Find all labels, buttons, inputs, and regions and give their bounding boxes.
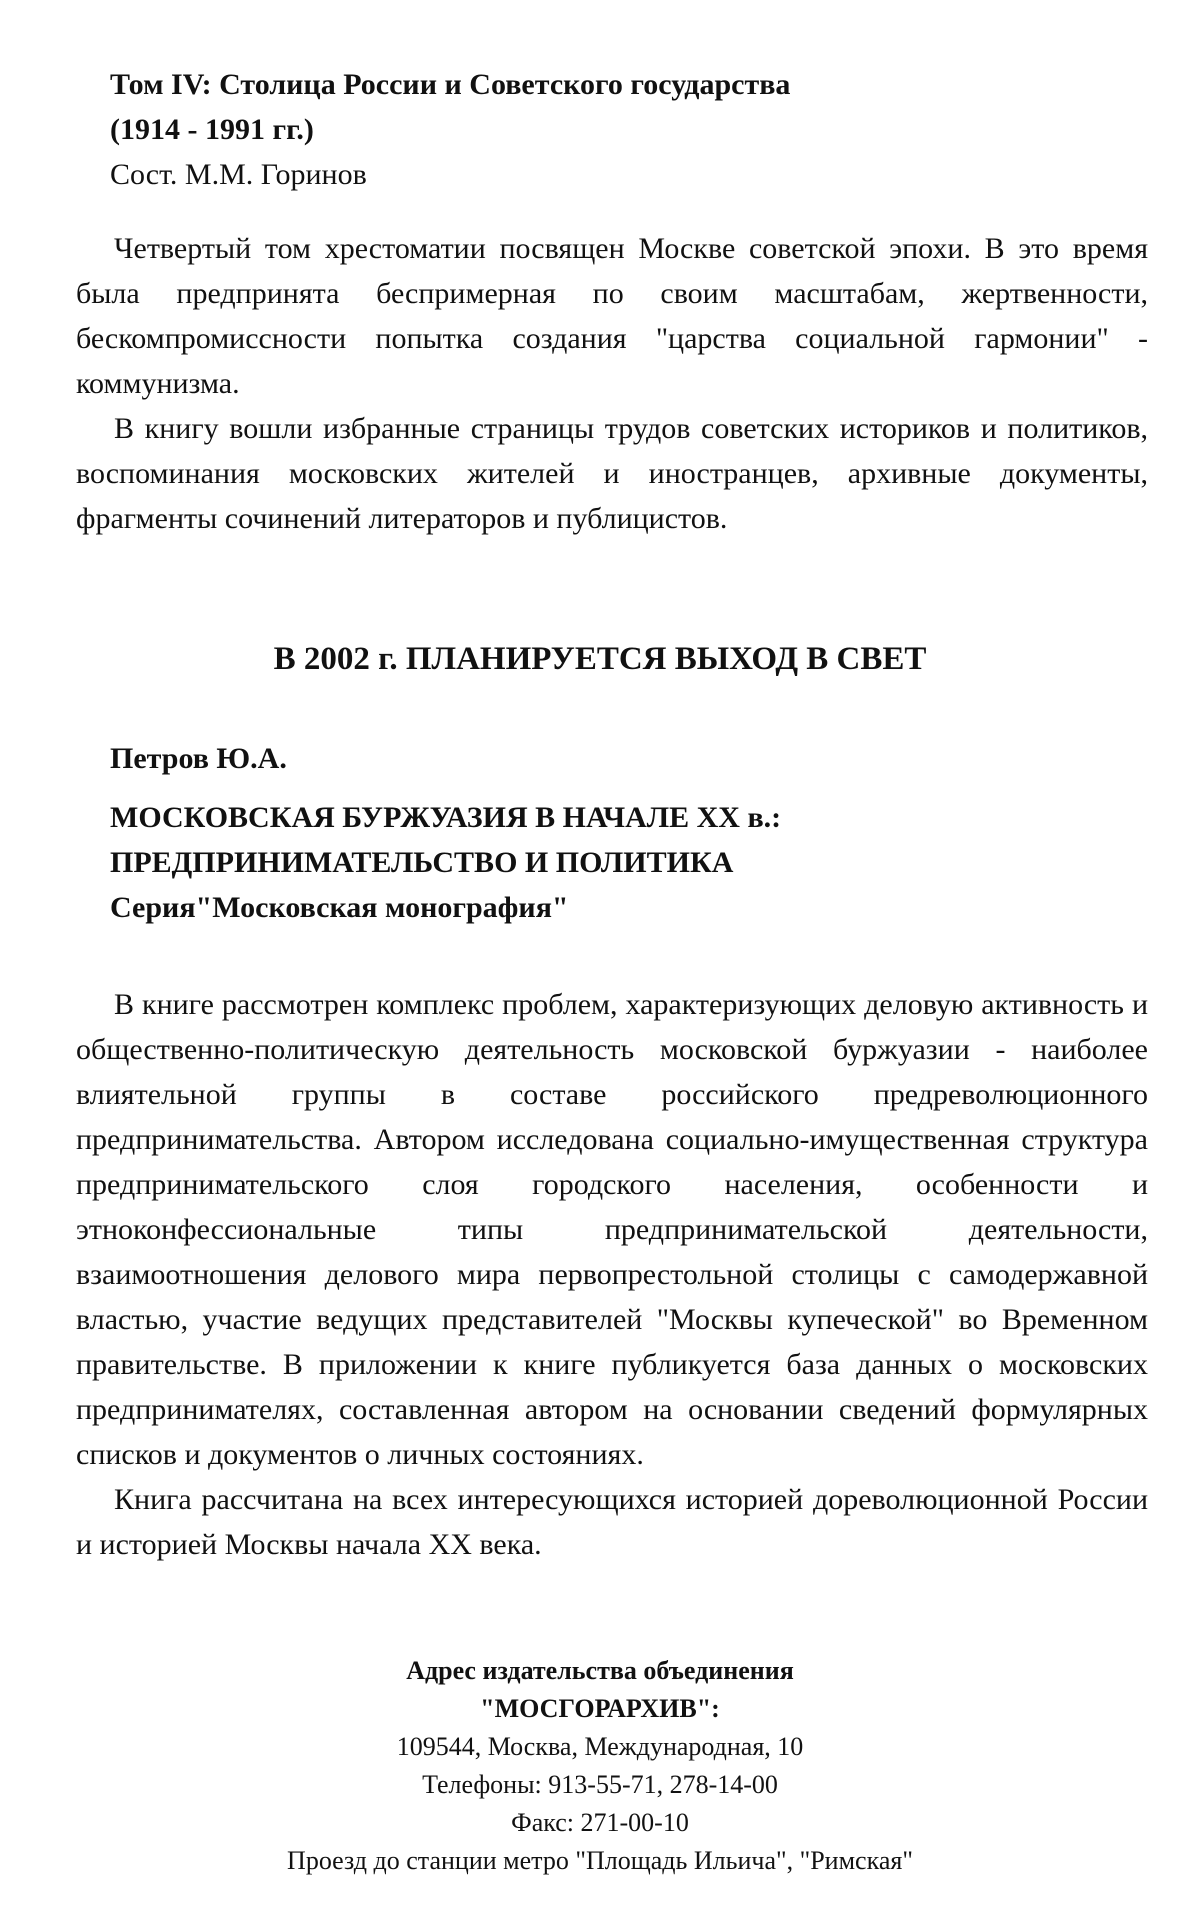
book-author: Петров Ю.А. [110, 742, 287, 775]
book-paragraph-1: В книге рассмотрен комплекс проблем, характеризующих деловую активность и общественно-политическую деятельность московской буржуазии - наиболее влиятельной группы в составе российского предреволюционного предпринимательства. Автором исследована социально-имущественная структура предпринимательского слоя городского населения, особенности и этноконфессиональные типы предпринимательской деятельности, взаимоотношения делового мира первопрестольной столицы с самодержавной властью, участие ведущих представителей "Москвы купеческой" во Временном правительстве. В приложении к книге публикуется база данных о московских предпринимателях, составленная автором на основании сведений формулярных списков и документов о личных состояниях. [76, 988, 1148, 1471]
announcement-heading: В 2002 г. ПЛАНИРУЕТСЯ ВЫХОД В СВЕТ [273, 641, 927, 677]
publisher-directions: Проезд до станции метро "Площадь Ильича", "Римская" [287, 1846, 913, 1875]
book-title-line2: ПРЕДПРИНИМАТЕЛЬСТВО И ПОЛИТИКА [110, 846, 734, 879]
publisher-address [0, 1652, 1200, 1880]
book-series: Серия"Московская монография" [110, 891, 569, 924]
book-paragraph-2: Книга рассчитана на всех интересующихся историей дореволюционной России и историей Москвы начала XX века. [76, 1483, 1148, 1561]
upcoming-book-heading [110, 736, 1150, 930]
publisher-phones: Телефоны: 913-55-71, 278-14-00 [422, 1770, 778, 1799]
volume-paragraph-2: В книгу вошли избранные страницы трудов советских историков и политиков, воспоминания московских жителей и иностранцев, архивные документы, фрагменты сочинений литераторов и публицистов. [76, 412, 1148, 535]
publisher-name: "МОСГОРАРХИВ": [480, 1694, 720, 1723]
volume-title-line1: Том IV: Столица России и Советского государства [110, 68, 791, 101]
publisher-street: 109544, Москва, Международная, 10 [396, 1732, 804, 1761]
address-heading: Адрес издательства объединения [406, 1656, 794, 1685]
volume-paragraph-1: Четвертый том хрестоматии посвящен Москве советской эпохи. В это время была предпринята беспримерная по своим масштабам, жертвенности, бескомпромиссности попытка создания "царства социальной гармонии" - коммунизма. [76, 232, 1148, 400]
volume-heading [110, 62, 1150, 197]
book-description [76, 982, 1148, 1567]
publisher-fax: Факс: 271-00-10 [511, 1808, 689, 1837]
volume-title-line2: (1914 - 1991 гг.) [110, 113, 314, 146]
volume-compiler: Сост. М.М. Горинов [110, 158, 367, 191]
volume-description [76, 226, 1148, 541]
book-title-line1: МОСКОВСКАЯ БУРЖУАЗИЯ В НАЧАЛЕ XX в.: [110, 801, 782, 834]
